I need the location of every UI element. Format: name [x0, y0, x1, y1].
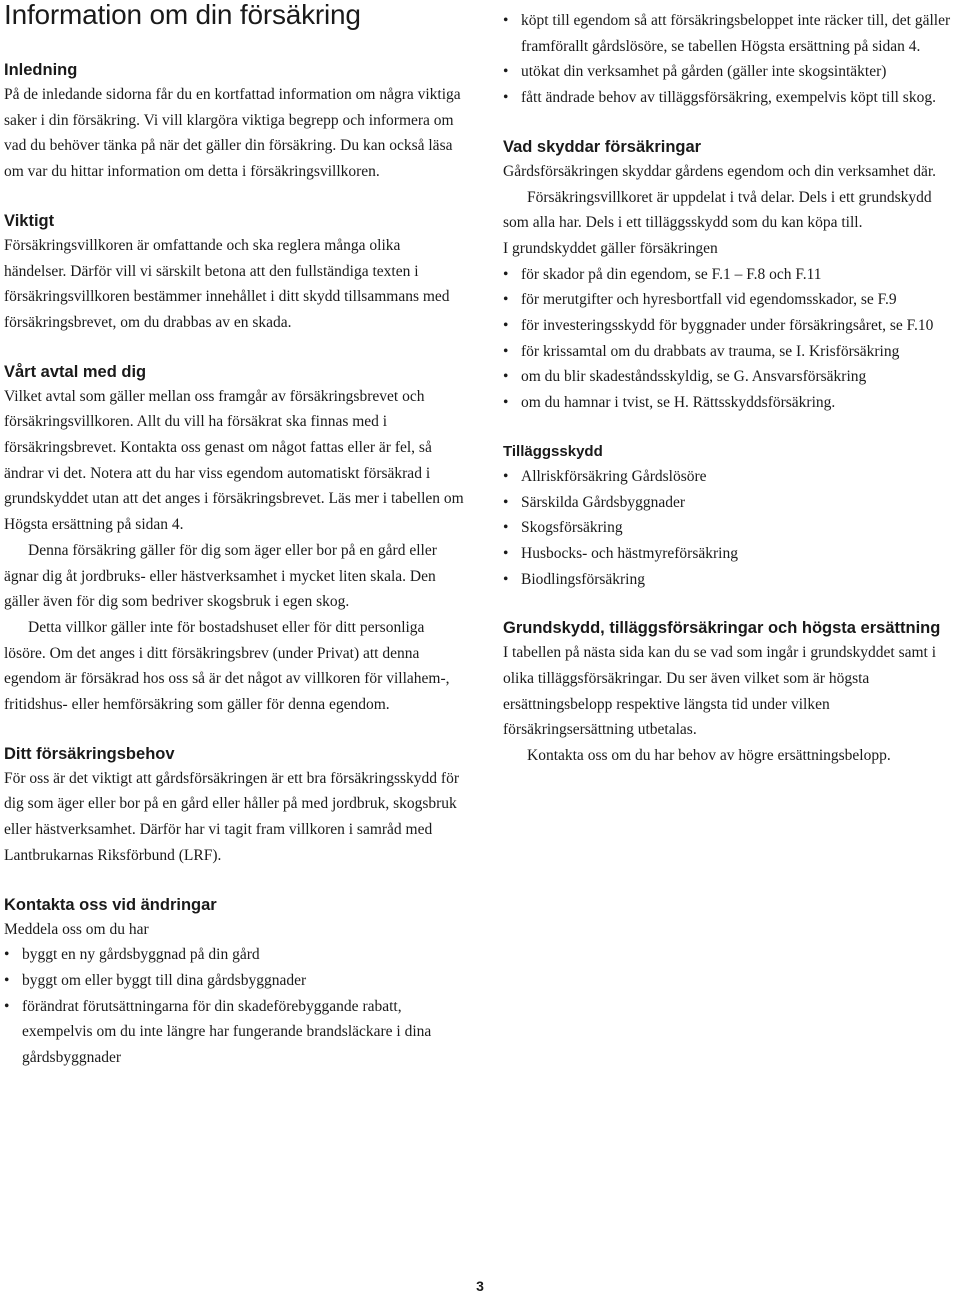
right-column — [503, 8, 957, 769]
section-tillaggsskydd — [503, 440, 957, 593]
section-text: I tabellen på nästa sida kan du se vad som ingår i grundskyddet samt i olika tilläggsförsäkringar. Du ser även vilket som är högsta ersättningsbelopp respektive längsta tid under vilken försäkringsersättning utbetalas. — [503, 644, 937, 739]
section-heading: Vårt avtal med dig — [4, 362, 147, 381]
section-heading: Viktigt — [4, 211, 55, 230]
section-heading: Inledning — [4, 61, 78, 79]
section-skyddar — [503, 135, 957, 416]
list-item: • fått ändrade behov av tilläggsförsäkring, exempelvis köpt till skog. — [503, 85, 957, 111]
list-item: • för merutgifter och hyresbortfall vid egendomsskador, se F.9 — [503, 287, 957, 313]
section-heading: Kontakta oss vid ändringar — [4, 895, 217, 914]
list-item: • byggt om eller byggt till dina gårdsbyggnader — [4, 968, 466, 994]
section-grundskydd — [503, 616, 957, 769]
section-text: För oss är det viktigt att gårdsförsäkringen är ett bra försäkringsskydd för dig som äger eller bor på en gård eller håller på med jordbruk, skogsbruk eller hästverksamhet. Därför har vi tagit fram villkoren i samråd med Lantbrukarnas Riksförbund (LRF). — [4, 769, 459, 864]
section-text: Gårdsförsäkringen skyddar gårdens egendom och din verksamhet där. — [503, 162, 937, 180]
list-item: • för investeringsskydd för byggnader under försäkringsåret, se F.10 — [503, 313, 957, 339]
page-title: Information om din försäkring — [4, 0, 361, 30]
section-inledning — [4, 58, 466, 185]
list-item: • köpt till egendom så att försäkringsbeloppet inte räcker till, det gäller framförallt gårdslösöre, se tabellen Högsta ersättning på sidan 4. — [503, 8, 957, 59]
section-text: Detta villkor gäller inte för bostadshuset eller för ditt personliga lösöre. Om det anges i ditt försäkringsbrev (under Privat) att denna egendom är försäkrad hos oss så är det något av villkoren för villahem-, fritidshus- eller hemförsäkring som gäller för denna egendom. — [4, 618, 450, 714]
list-item: • byggt en ny gårdsbyggnad på din gård — [4, 942, 466, 968]
list-item: • om du hamnar i tvist, se H. Rättsskyddsförsäkring. — [503, 390, 957, 416]
list-item: • för skador på din egendom, se F.1 – F.8 och F.11 — [503, 262, 957, 288]
section-kontakta — [4, 893, 466, 1071]
section-text: Försäkringsvillkoren är omfattande och ska reglera många olika händelser. Därför vill vi särskilt betona att den fullständiga texten i försäkringsvillkoren bestämmer innehållet i ditt skydd tillsammans med försäkringsbrevet, om du drabbas av en skada. — [4, 236, 450, 331]
section-text: Kontakta oss om du har behov av högre ersättningsbelopp. — [527, 747, 891, 765]
list-item: • Särskilda Gårdsbyggnader — [503, 490, 957, 516]
left-column — [4, 0, 466, 1071]
list-item: • Skogsförsäkring — [503, 515, 957, 541]
section-heading: Tilläggsskydd — [503, 442, 603, 460]
section-behov — [4, 742, 466, 869]
section-viktigt — [4, 209, 466, 336]
section-text: På de inledande sidorna får du en kortfattad information om några viktiga saker i din försäkring. Vi vill klargöra viktiga begrepp och informera om vad du behöver tänka på när det gäller din försäkring. Du kan också läsa om var du hittar information om detta i försäkringsvillkoren. — [4, 86, 461, 181]
bullet-list — [503, 8, 957, 111]
section-avtal — [4, 360, 466, 718]
section-heading: Grundskydd, tilläggsförsäkringar och högsta ersättning — [503, 619, 941, 638]
list-item: • Biodlingsförsäkring — [503, 567, 957, 593]
list-item: • om du blir skadeståndsskyldig, se G. Ansvarsförsäkring — [503, 364, 957, 390]
section-text: Vilket avtal som gäller mellan oss framgår av försäkringsbrevet och försäkringsvillkoren. Allt du vill ha försäkrat ska finnas med i försäkringsbrevet. Kontakta oss genast om något fattas eller är fel, så ändrar vi det. Notera att du har viss egendom automatiskt försäkrad i grundskyddet utan att det anges i försäkringsbrevet. Läs mer i tabellen om Högsta ersättning på sidan 4. — [4, 387, 464, 534]
section-text: Försäkringsvillkoret är uppdelat i två delar. Dels i ett grundskydd som alla har. Dels i ett tilläggsskydd som du kan köpa till. — [503, 188, 932, 232]
list-item: • Allriskförsäkring Gårdslösöre — [503, 464, 957, 490]
section-text: I grundskyddet gäller försäkringen — [503, 239, 718, 257]
section-text: Denna försäkring gäller för dig som äger eller bor på en gård eller ägnar dig åt jordbruks- eller hästverksamhet i mycket liten skala. Den gäller även för dig som bedriver skogsbruk i egen skog. — [4, 541, 437, 611]
section-heading: Vad skyddar försäkringar — [503, 137, 702, 156]
list-item: • förändrat förutsättningarna för din skadeförebyggande rabatt, exempelvis om du inte längre har fungerande brandsläckare i dina gårdsbyggnader — [4, 994, 466, 1071]
list-item: • för krissamtal om du drabbats av trauma, se I. Krisförsäkring — [503, 339, 957, 365]
bullet-list — [503, 464, 957, 593]
page-number: 3 — [476, 1278, 484, 1294]
bullet-list — [503, 262, 957, 416]
list-item: • utökat din verksamhet på gården (gäller inte skogsintäkter) — [503, 59, 957, 85]
bullet-list — [4, 942, 466, 1071]
section-text: Meddela oss om du har — [4, 920, 149, 938]
section-heading: Ditt försäkringsbehov — [4, 744, 175, 763]
list-item: • Husbocks- och hästmyreförsäkring — [503, 541, 957, 567]
